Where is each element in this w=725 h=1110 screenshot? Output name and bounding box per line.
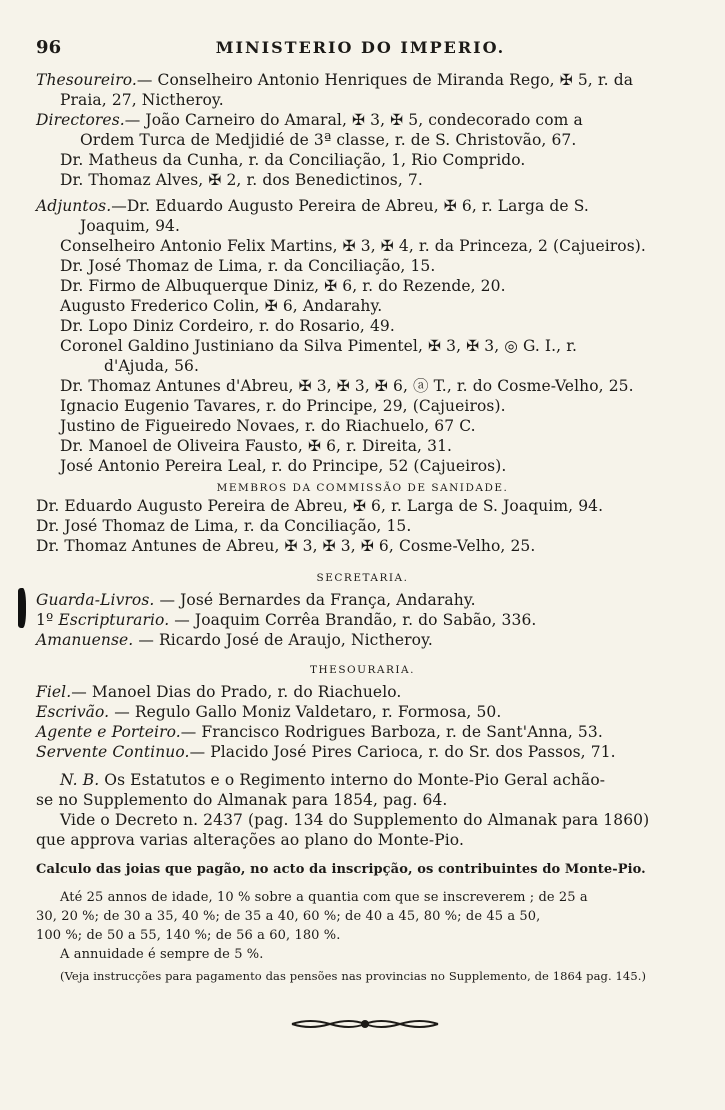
thesoureiro-entry (36, 70, 685, 90)
directores-line: Ordem Turca de Medjidié de 3ª classe, r. de S. Christovão, 67. (80, 131, 577, 149)
secretaria-row (36, 590, 685, 610)
adjuntos-entry (36, 196, 685, 216)
thesoureiro-label: Thesoureiro. (36, 71, 137, 89)
adjuntos-line: Conselheiro Antonio Felix Martins, ✠ 3, ✠ 4, r. da Princeza, 2 (Cajueiros). (60, 237, 646, 255)
note-line: que approva varias alterações ao plano do Monte-Pio. (36, 831, 464, 849)
note-paragraph (60, 770, 685, 790)
thesouraria-row (36, 742, 685, 762)
adjuntos-line: Coronel Galdino Justiniano da Silva Pimentel, ✠ 3, ✠ 3, ◎ G. I., r. (60, 337, 578, 355)
note-line: Vide o Decreto n. 2437 (pag. 134 do Supplemento do Almanak para 1860) (60, 811, 650, 829)
thesoureiro-continuation: Praia, 27, Nictheroy. (60, 91, 224, 109)
secretaria-row (36, 610, 685, 630)
adjuntos-line: Dr. Manoel de Oliveira Fausto, ✠ 6, r. Direita, 31. (60, 437, 453, 455)
adjuntos-line: José Antonio Pereira Leal, r. do Principe, 52 (Cajueiros). (60, 457, 507, 475)
adjuntos-line: Justino de Figueiredo Novaes, r. do Riachuelo, 67 C. (60, 417, 476, 435)
adjuntos-line: Augusto Frederico Colin, ✠ 6, Andarahy. (60, 297, 383, 315)
sanidade-line: Dr. Thomaz Antunes de Abreu, ✠ 3, ✠ 3, ✠ 6, Cosme-Velho, 25. (36, 537, 536, 555)
directores-line: Dr. Matheus da Cunha, r. da Conciliação, 1, Rio Comprido. (60, 151, 526, 169)
thesouraria-label: Agente e Porteiro. (36, 723, 181, 741)
adjuntos-text: —Dr. Eduardo Augusto Pereira de Abreu, ✠ 6, r. Larga de S. (111, 197, 589, 215)
thesouraria-row (36, 722, 685, 742)
nb-label: N. B. (60, 771, 100, 789)
directores-text: — João Carneiro do Amaral, ✠ 3, ✠ 5, condecorado com a (124, 111, 583, 129)
adjuntos-line: Dr. Lopo Diniz Cordeiro, r. do Rosario, 49. (60, 317, 395, 335)
adjuntos-line: d'Ajuda, 56. (104, 357, 200, 375)
sanidade-line: Dr. José Thomaz de Lima, r. da Conciliação, 15. (36, 517, 412, 535)
thesouraria-label: Escrivão. (36, 703, 110, 721)
thesouraria-label: Fiel. (36, 683, 72, 701)
adjuntos-line: Dr. Firmo de Albuquerque Diniz, ✠ 6, r. do Rezende, 20. (60, 277, 506, 295)
page-number: 96 (36, 37, 62, 58)
thesouraria-label: Servente Continuo. (36, 743, 190, 761)
calculo-footnote: (Veja instrucções para pagamento das pensões nas provincias no Supplemento, de 1864 pag. 145.) (60, 969, 647, 983)
directores-line: Dr. Thomaz Alves, ✠ 2, r. dos Benedictinos, 7. (60, 171, 423, 189)
thesouraria-row (36, 682, 685, 702)
secretaria-label: Guarda-Livros. (36, 591, 155, 609)
secretaria-text: — Joaquim Corrêa Brandão, r. do Sabão, 336. (169, 611, 537, 629)
calculo-line: 30, 20 %; de 30 a 35, 40 %; de 35 a 40, 60 %; de 40 a 45, 80 %; de 45 a 50, (36, 909, 541, 924)
secretaria-label: Escripturario. (58, 611, 170, 629)
page-title: MINISTERIO DO IMPERIO. (215, 38, 506, 57)
secretaria-heading: SECRETARIA. (316, 572, 409, 584)
thesouraria-text: — Francisco Rodrigues Barboza, r. de Sant'Anna, 53. (180, 723, 603, 741)
adjuntos-line: Ignacio Eugenio Tavares, r. do Principe, 29, (Cajueiros). (60, 397, 506, 415)
note-text: Os Estatutos e o Regimento interno do Monte-Pio Geral achão- (99, 771, 606, 789)
adjuntos-label: Adjuntos. (36, 197, 112, 215)
binding-mark (18, 588, 26, 628)
adjuntos-line: Dr. Thomaz Antunes d'Abreu, ✠ 3, ✠ 3, ✠ 6, ⓐ T., r. do Cosme-Velho, 25. (60, 377, 634, 395)
page-header (36, 38, 685, 58)
thesouraria-heading: THESOURARIA. (310, 664, 415, 676)
calculo-heading: Calculo das joias que pagão, no acto da inscripção, os contribuintes do Monte-Pio. (36, 862, 646, 877)
secretaria-label-prefix: 1º (36, 611, 59, 629)
adjuntos-line: Dr. José Thomaz de Lima, r. da Conciliação, 15. (60, 257, 436, 275)
calculo-line: A annuidade é sempre de 5 %. (60, 947, 264, 962)
secretaria-label: Amanuense. (36, 631, 134, 649)
secretaria-text: — José Bernardes da França, Andarahy. (154, 591, 476, 609)
secretaria-row (36, 630, 685, 650)
directores-label: Directores. (36, 111, 125, 129)
adjuntos-line: Joaquim, 94. (80, 217, 181, 235)
directores-entry (36, 110, 685, 130)
sanidade-heading: MEMBROS DA COMMISSÃO DE SANIDADE. (216, 482, 509, 494)
sanidade-line: Dr. Eduardo Augusto Pereira de Abreu, ✠ 6, r. Larga de S. Joaquim, 94. (36, 497, 604, 515)
thesoureiro-text: — Conselheiro Antonio Henriques de Miranda Rego, ✠ 5, r. da (136, 71, 634, 89)
calculo-line: 100 %; de 50 a 55, 140 %; de 56 a 60, 180 %. (36, 928, 341, 943)
calculo-line: Até 25 annos de idade, 10 % sobre a quantia com que se inscreverem ; de 25 a (60, 890, 588, 905)
thesouraria-text: — Manoel Dias do Prado, r. do Riachuelo. (71, 683, 402, 701)
secretaria-text: — Ricardo José de Araujo, Nictheroy. (133, 631, 433, 649)
thesouraria-row (36, 702, 685, 722)
ornament-divider (290, 1016, 440, 1032)
note-line: se no Supplemento do Almanak para 1854, pag. 64. (36, 791, 448, 809)
thesouraria-text: — Regulo Gallo Moniz Valdetaro, r. Formosa, 50. (109, 703, 502, 721)
thesouraria-text: — Placido José Pires Carioca, r. do Sr. dos Passos, 71. (189, 743, 616, 761)
